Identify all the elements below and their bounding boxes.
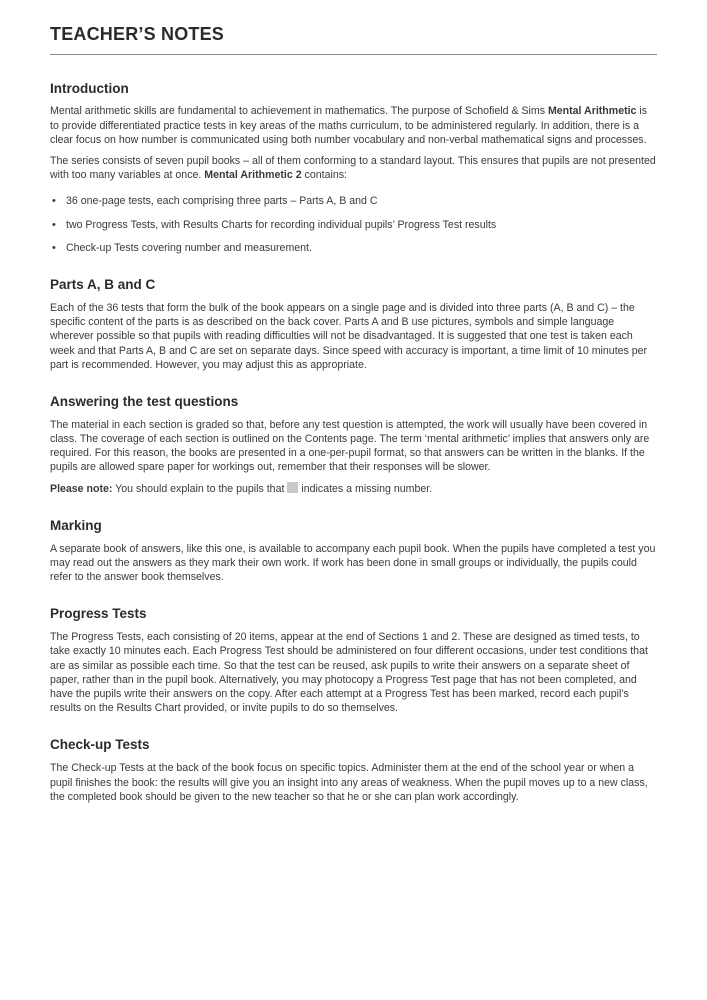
paragraph [50,542,657,585]
section-body [50,630,657,715]
bold-text: Mental Arithmetic 2 [204,169,302,182]
text-run: is to provide differentiated practice tests in key areas of the maths curriculum, to be administered regularly. In addition, there is a clear focus on how number is communicated using both number vocabulary and non-verbal mathematical signs and processes. [50,105,648,146]
bold-text: Please note: [50,482,113,495]
missing-number-square-icon [287,482,298,493]
section [50,737,657,803]
text-run: The Check-up Tests at the back of the book focus on specific topics. Administer them at the end of the school year or when a pupil finishes the book: the results will give you an insight into any areas of weakness. When the pupil moves up to a new class, the completed book should be given to the new teacher so that he or she can plan work accordingly. [50,762,648,803]
bullet-item: • Check-up Tests covering number and measurement. [50,241,657,255]
paragraph [50,418,657,475]
section-heading: Check-up Tests [50,737,150,753]
text-run: Each of the 36 tests that form the bulk of the book appears on a single page and is divided into three parts (A, B and C) – the specific content of the parts is as described on the back cover. Parts A and B use pictures, symbols and simple language wherever possible so that pupils with reading difficulties will not be disadvantaged. It is suggested that one test is taken each week and that Parts A, B and C are set on separate days. Since speed with accuracy is important, a time limit of 10 minutes per part is recommended. However, you may adjust this as appropriate. [50,301,648,371]
section-heading: Answering the test questions [50,393,239,409]
section-body [50,104,657,255]
section [50,518,657,584]
text-run: You should explain to the pupils that [112,482,285,495]
text-run: contains: [301,169,347,182]
section-heading: Marking [50,517,102,533]
section-body [50,301,657,372]
section-heading: Parts A, B and C [50,277,156,293]
text-run: The series consists of seven pupil books – all of them conforming to a standard layout. This ensures that pupils are not presented with too many variables at once. [50,155,656,182]
section [50,606,657,715]
paragraph [50,482,657,496]
bullet-item: • 36 one-page tests, each comprising three parts – Parts A, B and C [50,194,657,208]
paragraph [50,630,657,715]
page-title: TEACHER’S NOTES [50,24,225,44]
section-body [50,418,657,496]
section-heading: Introduction [50,80,129,96]
section-heading: Progress Tests [50,606,147,622]
paragraph [50,301,657,372]
section-body [50,542,657,585]
sections [50,81,657,804]
text-run: Mental arithmetic skills are fundamental to achievement in mathematics. The purpose of Schofield & Sims [50,105,548,118]
title-rule [50,54,657,55]
text-run: A separate book of answers, like this one, is available to accompany each pupil book. When the pupils have completed a test you may read out the answers as they mark their own work. If work has been done in small groups or individually, the pupils could refer to the answer book themselves. [50,542,656,584]
section [50,81,657,256]
section-body [50,761,657,804]
text-run: indicates a missing number. [301,482,433,495]
section [50,394,657,496]
section [50,277,657,372]
bullet-list [50,194,657,255]
paragraph [50,154,657,182]
paragraph [50,104,657,147]
text-run: The material in each section is graded so that, before any test question is attempted, the work will usually have been covered in class. The coverage of each section is outlined on the Contents page. The term ‘mental arithmetic’ implies that answers only are required. For this reason, the books are presented in a one-per-pupil format, so that answers can be written in the blanks. If the pupils are allowed spare paper for workings out, remember that their responses will be slower. [50,418,650,474]
bullet-item: • two Progress Tests, with Results Charts for recording individual pupils’ Progress Test results [50,218,657,232]
text-run: The Progress Tests, each consisting of 20 items, appear at the end of Sections 1 and 2. These are designed as timed tests, to take exactly 10 minutes each. Each Progress Test should be administered on four different occasions, under test conditions that are as similar as possible each time. So that the test can be reused, ask pupils to write their answers on a separate sheet of paper, rather than in the pupil book. Alternatively, you may photocopy a Progress Test page that has not been completed, and have the pupils write their answers on the copy. After each attempt at a Progress Test has been marked, record each pupil’s results on the Results Chart provided, or invite pupils to do so themselves. [50,631,648,715]
bold-text: Mental Arithmetic [547,105,637,118]
paragraph [50,761,657,804]
